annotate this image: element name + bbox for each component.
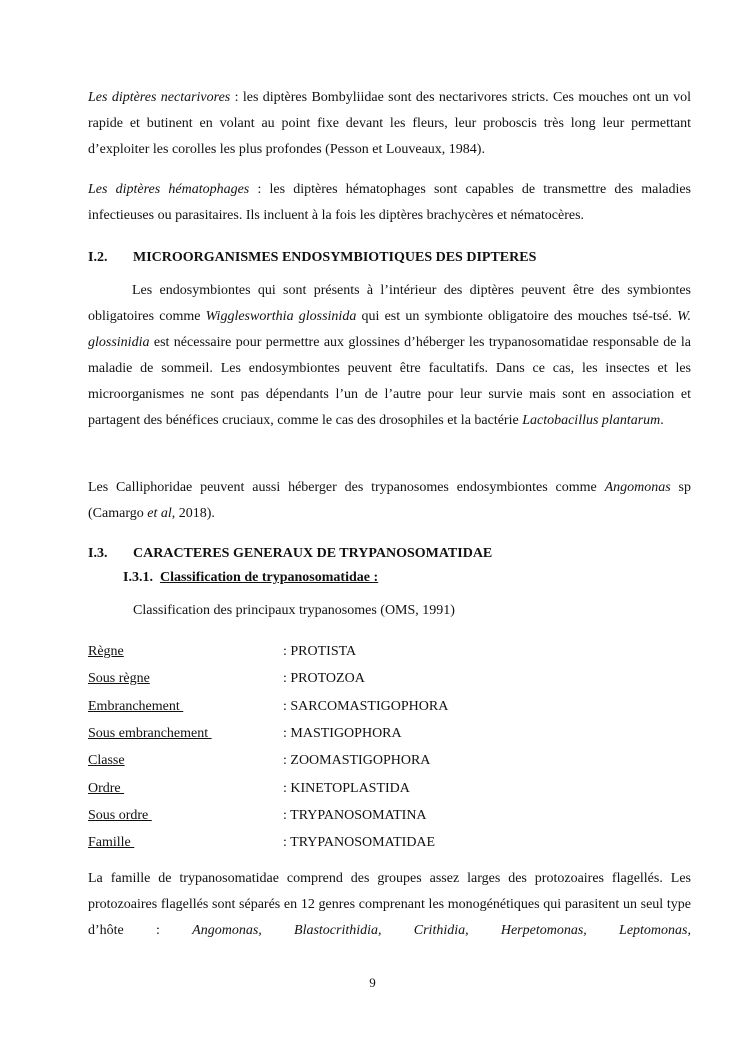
paragraph-endosymbiontes: Les endosymbiontes qui sont présents à l’intérieur des diptères peuvent être des symbiontes obligatoires comme Wigglesworthia glossinida qui est un symbionte obligatoire des mouches tsé-tsé. W. glossinidia est nécessaire pour permettre aux glossines d’héberger les trypanosomatidae responsable de la maladie de sommeil. Les endosymbiontes peuvent être facultatifs. Dans ce cas, les insectes et les microorganismes ne sont pas dépendants l’un de l’autre pour leur survie mais sont en association et partagent des bénéfices cruciaux, comme le cas des drosophiles et la bactérie Lactobacillus plantarum. <box>88 283 691 428</box>
page-number: 9 <box>369 975 376 990</box>
section-heading-i2: I.2. MICROORGANISMES ENDOSYMBIOTIQUES DES DIPTERES <box>88 250 537 265</box>
classification-caption: Classification des principaux trypanosomes (OMS, 1991) <box>133 603 455 618</box>
classification-row: Sous ordre : TRYPANOSOMATINA <box>88 808 427 823</box>
classification-row: Règne : PROTISTA <box>88 644 357 659</box>
term-nectarivores: Les diptères nectarivores <box>88 90 231 105</box>
classification-row: Famille : TRYPANOSOMATIDAE <box>88 835 436 850</box>
classification-row: Classe : ZOOMASTIGOPHORA <box>88 753 431 768</box>
classification-row: Sous embranchement : MASTIGOPHORA <box>88 726 402 741</box>
paragraph-famille: La famille de trypanosomatidae comprend des groupes assez larges des protozoaires flagellés. Les protozoaires flagellés sont séparés en 12 genres comprenant les monogénétiques qui parasitent un seul type d’hôte : Angomonas, Blastocrithidia, Crithidia, Herpetomonas, Leptomonas, <box>88 871 691 938</box>
paragraph-nectarivores: Les diptères nectarivores : les diptères Bombyliidae sont des nectarivores stricts. Ces mouches ont un vol rapide et butinent en volant au point fixe devant les fleurs, leur proboscis très long leur permettant d’exploiter les corolles les plus profondes (Pesson et Louveaux, 1984). <box>88 90 691 157</box>
paragraph-hematophages: Les diptères hématophages : les diptères hématophages sont capables de transmettre des maladies infectieuses ou parasitaires. Ils incluent à la fois les diptères brachycères et nématocères. <box>88 182 691 223</box>
subsection-heading-i31: I.3.1. Classification de trypanosomatidae : <box>123 570 379 585</box>
term-hematophages: Les diptères hématophages <box>88 182 250 197</box>
classification-row: Ordre : KINETOPLASTIDA <box>88 781 410 796</box>
section-heading-i3: I.3. CARACTERES GENERAUX DE TRYPANOSOMATIDAE <box>88 546 493 561</box>
classification-row: Embranchement : SARCOMASTIGOPHORA <box>88 699 449 714</box>
classification-row: Sous règne : PROTOZOA <box>88 671 365 686</box>
paragraph-calliphoridae: Les Calliphoridae peuvent aussi héberger des trypanosomes endosymbiontes comme Angomonas sp (Camargo et al, 2018). <box>88 480 692 521</box>
